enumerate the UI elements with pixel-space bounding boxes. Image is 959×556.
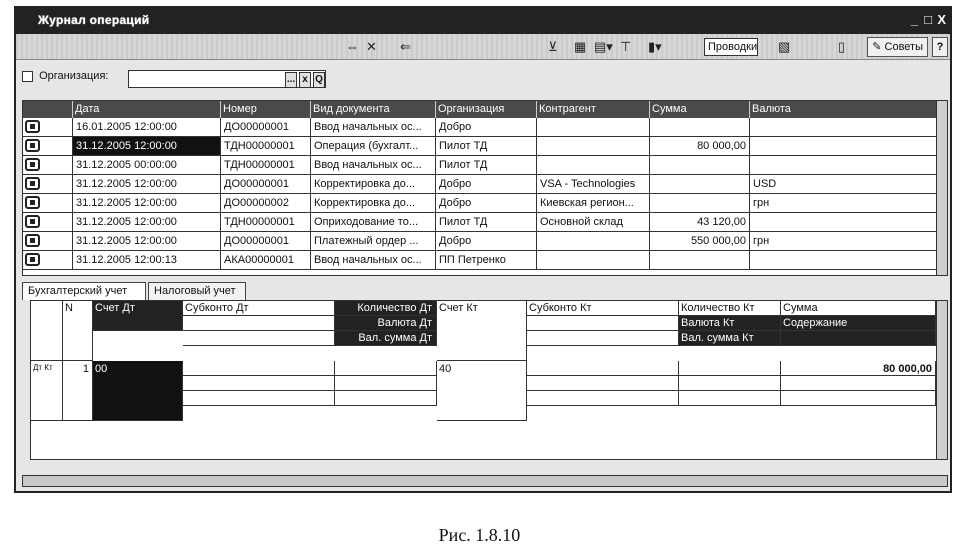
cell-number[interactable]: АКА00000001 xyxy=(221,251,311,269)
cell-contragent[interactable] xyxy=(537,137,650,155)
cell-sum[interactable] xyxy=(650,194,750,212)
col-header-kol-dt[interactable]: Количество Дт xyxy=(335,301,437,316)
cell-date[interactable]: 31.12.2005 12:00:00 xyxy=(73,232,221,250)
clear-button[interactable]: x xyxy=(299,72,311,88)
cell-contragent[interactable] xyxy=(537,156,650,174)
col-header-icon[interactable] xyxy=(23,101,73,118)
tips-button[interactable] xyxy=(867,37,928,57)
row-marker-header xyxy=(31,301,63,361)
cell-doctype[interactable]: Операция (бухгалт... xyxy=(311,137,436,155)
entry-kol-kt[interactable] xyxy=(679,361,781,376)
cell-doctype[interactable]: Платежный ордер ... xyxy=(311,232,436,250)
cell-sum[interactable]: 550 000,00 xyxy=(650,232,750,250)
cell-doc-icon[interactable] xyxy=(23,194,73,212)
cell-doc-icon[interactable] xyxy=(23,175,73,193)
cell-doc-icon[interactable] xyxy=(23,251,73,269)
subkonto-dt-sub2 xyxy=(183,316,335,331)
org-filter-checkbox[interactable] xyxy=(22,71,33,82)
cell-doctype[interactable]: Корректировка до... xyxy=(311,194,436,212)
cell-doctype[interactable]: Ввод начальных ос... xyxy=(311,156,436,174)
entry-n[interactable]: 1 xyxy=(63,361,93,421)
cell-doctype[interactable]: Оприходование то... xyxy=(311,213,436,231)
col-header-number[interactable]: Номер xyxy=(221,101,311,118)
entries-scrollbar[interactable] xyxy=(936,301,947,459)
entry-content-2[interactable] xyxy=(781,391,936,406)
cell-doc-icon[interactable] xyxy=(23,232,73,250)
cell-number[interactable]: ТДН00000001 xyxy=(221,213,311,231)
structure-icon[interactable]: ▦ xyxy=(574,39,587,54)
cell-currency[interactable] xyxy=(750,213,937,231)
entry-subkonto-dt-2[interactable] xyxy=(183,376,335,391)
subkonto-kt-sub2 xyxy=(527,316,679,331)
col-header-valsum-kt[interactable]: Вал. сумма Кт xyxy=(679,331,781,346)
cell-currency[interactable] xyxy=(750,251,937,269)
select-button[interactable]: ... xyxy=(285,72,297,88)
settings-icon[interactable]: ▧ xyxy=(778,39,791,54)
cell-number[interactable]: ДО00000001 xyxy=(221,118,311,136)
back-arrow-icon[interactable]: ⇐ xyxy=(400,39,411,54)
cell-org[interactable]: Пилот ТД xyxy=(436,137,537,155)
cell-doc-icon[interactable] xyxy=(23,213,73,231)
entry-subkonto-kt-1[interactable] xyxy=(527,361,679,376)
cell-number[interactable]: ДО00000001 xyxy=(221,175,311,193)
entry-subkonto-kt-2[interactable] xyxy=(527,376,679,391)
document-icon xyxy=(25,120,40,133)
figure-caption: Рис. 1.8.10 xyxy=(438,525,521,545)
cell-currency[interactable] xyxy=(750,156,937,174)
cell-contragent[interactable] xyxy=(537,118,650,136)
col-header-org[interactable]: Организация xyxy=(436,101,537,118)
cell-date[interactable]: 16.01.2005 12:00:00 xyxy=(73,118,221,136)
org-filter xyxy=(22,70,323,90)
col-header-content[interactable]: Содержание xyxy=(781,316,936,331)
cell-date[interactable]: 31.12.2005 12:00:13 xyxy=(73,251,221,269)
tips-label: Советы xyxy=(884,41,923,53)
journal-row[interactable] xyxy=(23,194,937,213)
org-filter-label: Организация: xyxy=(39,70,109,83)
cell-org[interactable]: Пилот ТД xyxy=(436,213,537,231)
cell-doc-icon[interactable] xyxy=(23,118,73,136)
entry-subkonto-dt-1[interactable] xyxy=(183,361,335,376)
col-header-date[interactable]: Дата xyxy=(73,101,221,118)
cell-doctype[interactable]: Корректировка до... xyxy=(311,175,436,193)
journal-row[interactable] xyxy=(23,137,937,156)
journal-row[interactable] xyxy=(23,213,937,232)
cell-currency[interactable]: грн xyxy=(750,194,937,212)
cell-doctype[interactable]: Ввод начальных ос... xyxy=(311,118,436,136)
help-button[interactable]: ? xyxy=(932,37,948,57)
col-header-currency[interactable]: Валюта xyxy=(750,101,937,118)
cell-contragent[interactable]: Основной склад xyxy=(537,213,650,231)
search-button[interactable]: Q xyxy=(313,72,325,88)
cell-sum[interactable]: 43 120,00 xyxy=(650,213,750,231)
journal-table xyxy=(22,100,948,276)
entry-schet-dt[interactable]: 00 xyxy=(93,361,183,421)
document-icon xyxy=(25,196,40,209)
tips-icon: ✎ xyxy=(872,41,885,53)
maximize-button[interactable]: □ xyxy=(924,12,932,27)
entry-kol-dt[interactable] xyxy=(335,361,437,376)
journal-row[interactable] xyxy=(23,118,937,137)
journal-scrollbar[interactable] xyxy=(936,101,947,275)
col-header-summa[interactable]: Сумма xyxy=(781,301,936,316)
cell-date[interactable]: 31.12.2005 00:00:00 xyxy=(73,156,221,174)
document-icon xyxy=(25,253,40,266)
entry-val-kt[interactable] xyxy=(679,376,781,391)
cell-org[interactable]: Добро xyxy=(436,232,537,250)
col-header-val-dt[interactable]: Валюта Дт xyxy=(335,316,437,331)
cell-contragent[interactable]: VSA - Technologies xyxy=(537,175,650,193)
subkonto-kt-sub3 xyxy=(527,331,679,346)
cell-number[interactable]: ДО00000001 xyxy=(221,232,311,250)
panel-icon[interactable]: ▯ xyxy=(838,39,846,54)
cell-org[interactable]: Добро xyxy=(436,175,537,193)
col-header-doctype[interactable]: Вид документа xyxy=(311,101,436,118)
entry-val-dt[interactable] xyxy=(335,376,437,391)
filter-icon[interactable]: ⊻ xyxy=(548,39,558,54)
cell-contragent[interactable] xyxy=(537,232,650,250)
document-icon xyxy=(25,139,40,152)
document-icon xyxy=(25,234,40,247)
col-header-subkonto-kt[interactable]: Субконто Кт xyxy=(527,301,679,316)
window-title: Журнал операций xyxy=(38,13,150,27)
cell-doc-icon[interactable] xyxy=(23,156,73,174)
tab-tax[interactable]: Налоговый учет xyxy=(148,282,246,300)
entry-subkonto-dt-3[interactable] xyxy=(183,391,335,406)
cell-org[interactable]: Пилот ТД xyxy=(436,156,537,174)
entry-dtkt-marker: Дт Кт xyxy=(31,361,63,421)
print-dropdown-icon[interactable]: ▮▾ xyxy=(648,39,662,54)
col-header-n[interactable]: N xyxy=(63,301,93,361)
cell-doctype[interactable]: Ввод начальных ос... xyxy=(311,251,436,269)
col-header-contragent[interactable]: Контрагент xyxy=(537,101,650,118)
col-header-subkonto-dt[interactable]: Субконто Дт xyxy=(183,301,335,316)
col-header-content-2 xyxy=(781,331,936,346)
col-header-val-kt[interactable]: Валюта Кт xyxy=(679,316,781,331)
tools-icon[interactable]: ✕ xyxy=(366,39,377,54)
col-header-sum[interactable]: Сумма xyxy=(650,101,750,118)
cell-date[interactable]: 31.12.2005 12:00:00 xyxy=(73,213,221,231)
entries-table xyxy=(30,300,948,460)
cell-sum[interactable]: 80 000,00 xyxy=(650,137,750,155)
edit-icon[interactable]: ⇔ xyxy=(346,39,359,54)
document-icon xyxy=(25,158,40,171)
tab-accounting[interactable]: Бухгалтерский учет xyxy=(22,282,146,300)
title-bar xyxy=(16,8,950,34)
provodki-select[interactable]: Проводки xyxy=(704,38,758,56)
entry-valsum-dt[interactable] xyxy=(335,391,437,406)
close-button[interactable]: X xyxy=(937,12,946,27)
cell-currency[interactable]: грн xyxy=(750,232,937,250)
cell-doc-icon[interactable] xyxy=(23,137,73,155)
journal-row[interactable] xyxy=(23,232,937,251)
org-filter-input[interactable] xyxy=(128,70,326,88)
col-header-kol-kt[interactable]: Количество Кт xyxy=(679,301,781,316)
journal-window xyxy=(14,6,952,493)
cell-contragent[interactable] xyxy=(537,251,650,269)
entry-schet-kt[interactable]: 40 xyxy=(437,361,527,421)
cell-date[interactable]: 31.12.2005 12:00:00 xyxy=(73,137,221,155)
cell-date[interactable]: 31.12.2005 12:00:00 xyxy=(73,194,221,212)
journal-row[interactable] xyxy=(23,156,937,175)
col-header-schet-kt[interactable]: Счет Кт xyxy=(437,301,527,361)
cell-org[interactable]: ПП Петренко xyxy=(436,251,537,269)
cell-currency[interactable]: USD xyxy=(750,175,937,193)
col-header-schet-dt[interactable]: Счет Дт xyxy=(93,301,183,331)
cell-sum[interactable] xyxy=(650,251,750,269)
cell-number[interactable]: ДО00000002 xyxy=(221,194,311,212)
journal-row[interactable] xyxy=(23,251,937,270)
entry-valsum-kt[interactable] xyxy=(679,391,781,406)
minimize-button[interactable]: _ xyxy=(910,12,918,27)
cell-date[interactable]: 31.12.2005 12:00:00 xyxy=(73,175,221,193)
cell-number[interactable]: ТДН00000001 xyxy=(221,137,311,155)
cell-org[interactable]: Добро xyxy=(436,118,537,136)
document-icon xyxy=(25,215,40,228)
cell-sum[interactable] xyxy=(650,175,750,193)
toolbar xyxy=(16,34,950,60)
cell-number[interactable]: ТДН00000001 xyxy=(221,156,311,174)
entry-content[interactable] xyxy=(781,376,936,391)
cell-sum[interactable] xyxy=(650,118,750,136)
cell-currency[interactable] xyxy=(750,137,937,155)
journal-row[interactable] xyxy=(23,175,937,194)
entry-subkonto-kt-3[interactable] xyxy=(527,391,679,406)
cell-org[interactable]: Добро xyxy=(436,194,537,212)
horizontal-scrollbar[interactable] xyxy=(22,475,948,487)
subkonto-dt-sub3 xyxy=(183,331,335,346)
col-header-valsum-dt[interactable]: Вал. сумма Дт xyxy=(335,331,437,346)
cell-currency[interactable] xyxy=(750,118,937,136)
filter-clear-icon[interactable]: ⊤ xyxy=(620,39,632,54)
entry-summa[interactable]: 80 000,00 xyxy=(781,361,936,376)
list-dropdown-icon[interactable]: ▤▾ xyxy=(594,39,613,54)
cell-sum[interactable] xyxy=(650,156,750,174)
cell-contragent[interactable]: Киевская регион... xyxy=(537,194,650,212)
document-icon xyxy=(25,177,40,190)
